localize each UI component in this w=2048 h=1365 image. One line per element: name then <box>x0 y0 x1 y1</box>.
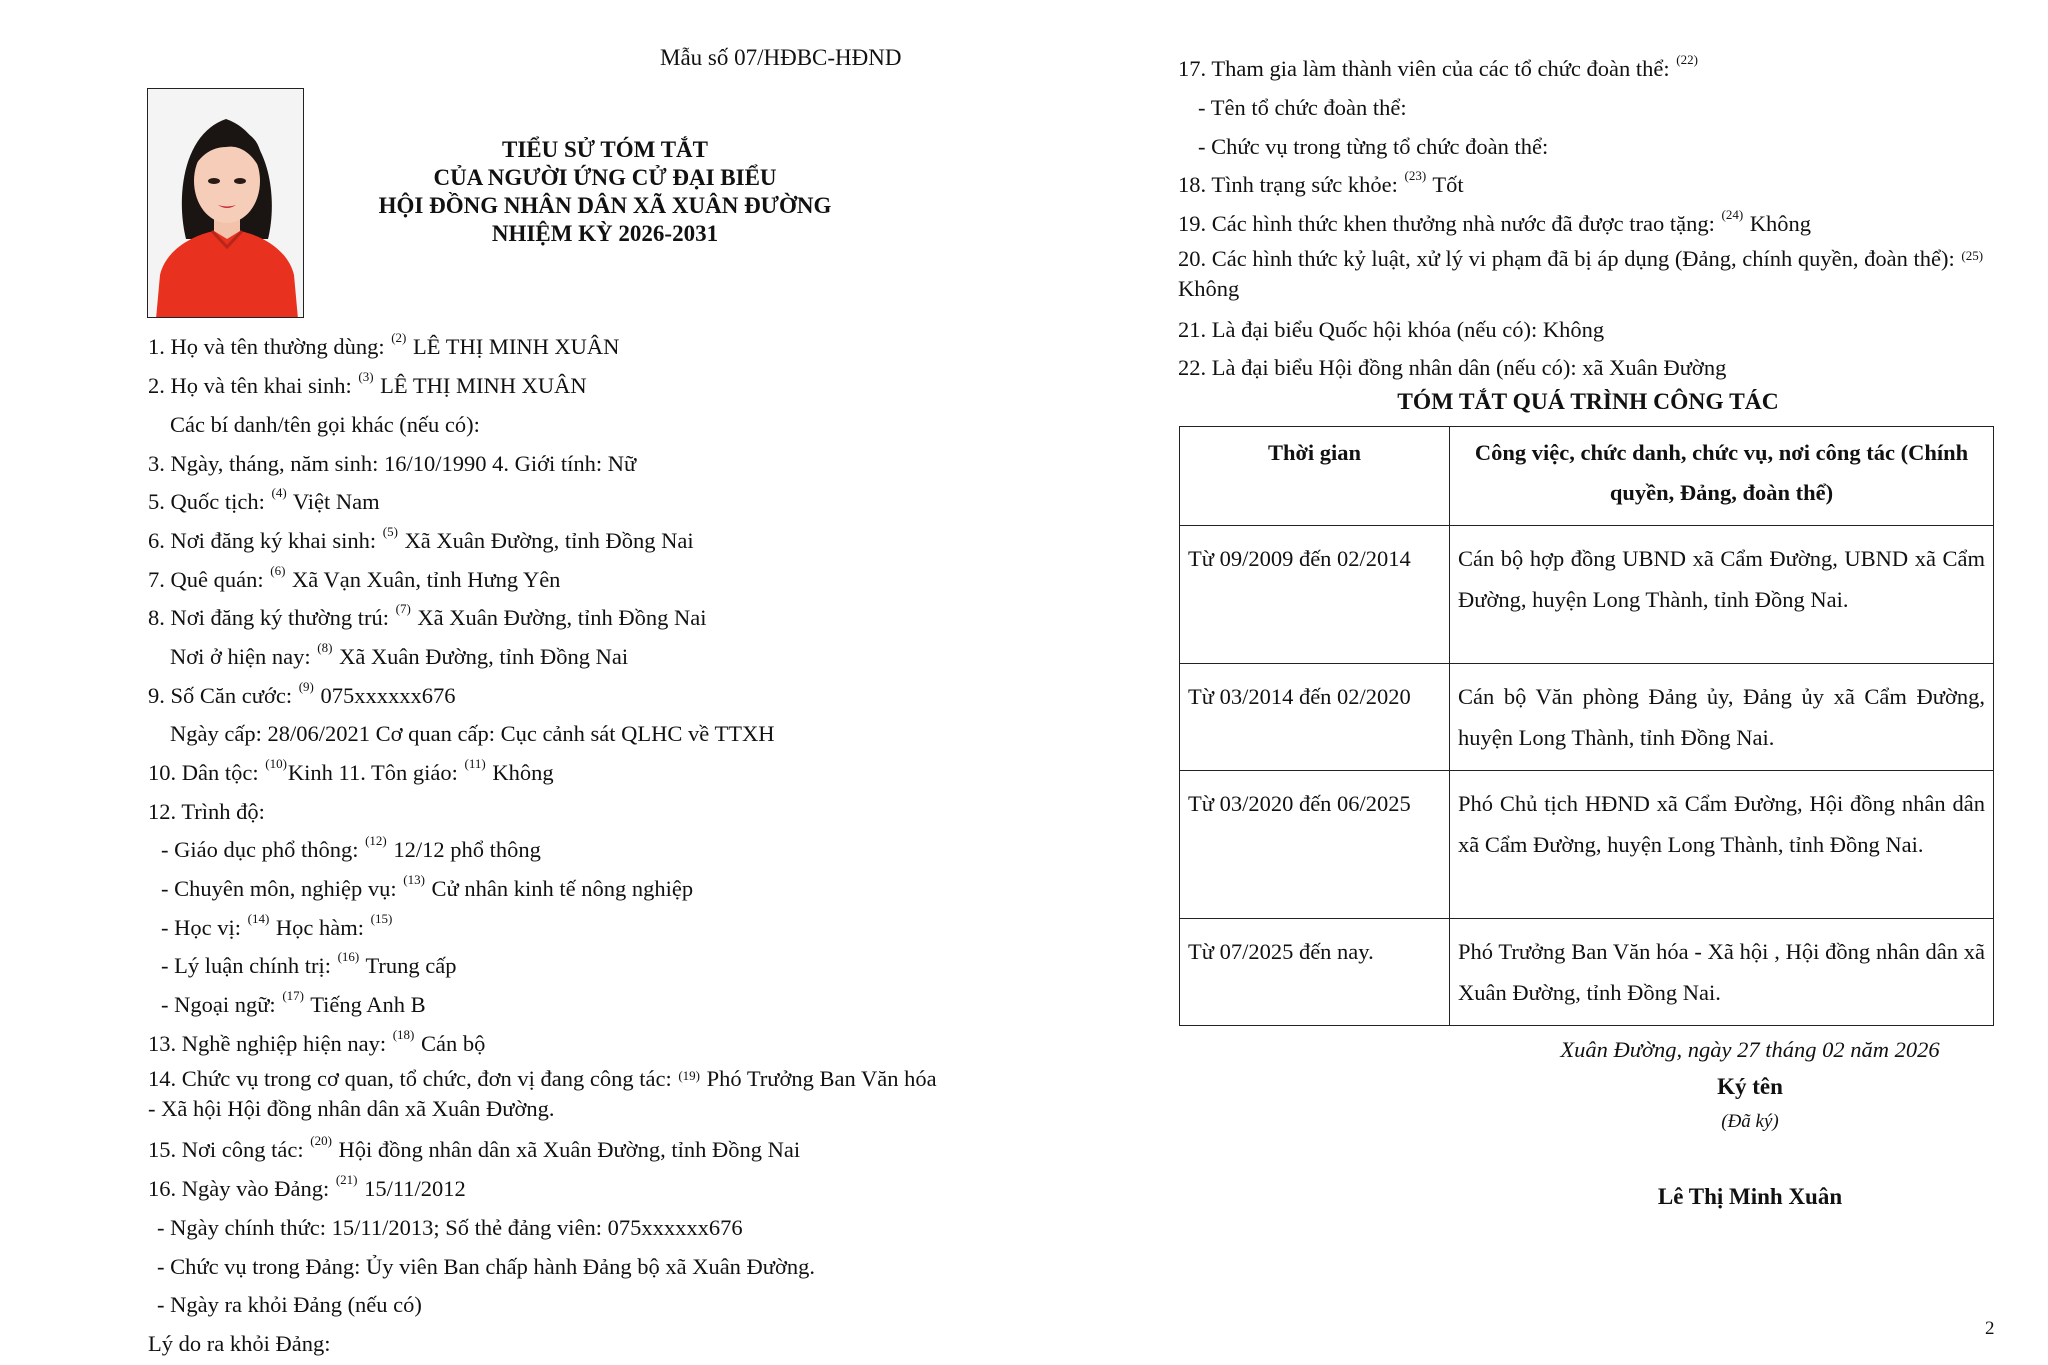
row-time: Từ 03/2020 đến 06/2025 <box>1180 771 1450 919</box>
signer-name: Lê Thị Minh Xuân <box>1657 1184 1843 1210</box>
field-id-issue: Ngày cấp: 28/06/2021 Cơ quan cấp: Cục cảnh sát QLHC về TTXH <box>170 721 775 746</box>
title-line-1: TIỂU SỬ TÓM TẮT <box>502 137 708 162</box>
row-description: Cán bộ Văn phòng Đảng ủy, Đảng ủy xã Cẩm Đường, huyện Long Thành, tỉnh Đồng Nai. <box>1450 664 1994 771</box>
signature-block <box>1460 1036 2040 1211</box>
field-discipline: 20. Các hình thức kỷ luật, xử lý vi phạm đã bị áp dụng (Đảng, chính quyền, đoàn thể): $^{(25)}$ Không <box>1178 246 1984 301</box>
field-ethnicity-religion: 10. Dân tộc: $^{(10)}$Kinh 11. Tôn giáo: $^{(11)}$ Không <box>148 756 554 785</box>
row-time: Từ 03/2014 đến 02/2020 <box>1180 664 1450 771</box>
page-number: 2 <box>1985 1318 1995 1339</box>
field-position: 14. Chức vụ trong cơ quan, tổ chức, đơn vị đang công tác: $^{(19)}$ Phó Trưởng Ban Văn hóa - Xã hội Hội đồng nhân dân xã Xuân Đường. <box>148 1066 937 1121</box>
portrait-image <box>148 89 304 318</box>
field-current-residence: Nơi ở hiện nay: $^{(8)}$ Xã Xuân Đường, tỉnh Đồng Nai <box>170 640 629 669</box>
field-party-leave-reason: Lý do ra khỏi Đảng: <box>148 1331 331 1356</box>
field-permanent-residence: 8. Nơi đăng ký thường trú: $^{(7)}$ Xã Xuân Đường, tỉnh Đồng Nai <box>148 601 707 630</box>
field-peoples-council: 22. Là đại biểu Hội đồng nhân dân (nếu có): xã Xuân Đường <box>1178 355 1727 380</box>
field-hometown: 7. Quê quán: $^{(6)}$ Xã Vạn Xuân, tỉnh Hưng Yên <box>148 563 561 592</box>
title-line-2: CỦA NGƯỜI ỨNG CỬ ĐẠI BIỂU <box>433 165 777 190</box>
field-nationality: 5. Quốc tịch: $^{(4)}$ Việt Nam <box>148 485 380 514</box>
signed-note: (Đã ký) <box>1721 1110 1779 1132</box>
field-organization-position: - Chức vụ trong từng tổ chức đoàn thể: <box>1198 134 1549 159</box>
place-date: Xuân Đường, ngày 27 tháng 02 năm 2026 <box>1560 1037 1940 1062</box>
career-table-header <box>1180 427 1994 526</box>
table-row <box>1180 771 1994 919</box>
field-specialization: - Chuyên môn, nghiệp vụ: $^{(13)}$ Cử nhân kinh tế nông nghiệp <box>161 872 694 901</box>
header-time: Thời gian <box>1180 427 1450 526</box>
table-row <box>1180 526 1994 664</box>
form-code: Mẫu số 07/HĐBC-HĐND <box>660 45 902 70</box>
field-birth-registration: 6. Nơi đăng ký khai sinh: $^{(5)}$ Xã Xuân Đường, tỉnh Đồng Nai <box>148 524 694 553</box>
field-health: 18. Tình trạng sức khỏe: $^{(23)}$ Tốt <box>1178 168 1464 197</box>
row-description: Phó Trưởng Ban Văn hóa - Xã hội , Hội đồng nhân dân xã Xuân Đường, tỉnh Đồng Nai. <box>1450 919 1994 1026</box>
field-birth-name: 2. Họ và tên khai sinh: $^{(3)}$ LÊ THỊ MINH XUÂN <box>148 369 587 398</box>
field-common-name: 1. Họ và tên thường dùng: $^{(2)}$ LÊ THỊ MINH XUÂN <box>148 330 620 359</box>
career-section-title: TÓM TẮT QUÁ TRÌNH CÔNG TÁC <box>1397 389 1779 415</box>
table-row <box>1180 664 1994 771</box>
row-time: Từ 09/2009 đến 02/2014 <box>1180 526 1450 664</box>
row-description: Phó Chủ tịch HĐND xã Cẩm Đường, Hội đồng nhân dân xã Cẩm Đường, huyện Long Thành, tỉnh Đồng Nai. <box>1450 771 1994 919</box>
field-political-theory: - Lý luận chính trị: $^{(16)}$ Trung cấp <box>161 949 457 978</box>
candidate-photo <box>147 88 304 318</box>
field-organizations: 17. Tham gia làm thành viên của các tổ chức đoàn thể: $^{(22)}$ <box>1178 52 1698 81</box>
field-awards: 19. Các hình thức khen thưởng nhà nước đã được trao tặng: $^{(24)}$ Không <box>1178 207 1812 236</box>
sign-label: Ký tên <box>1717 1074 1783 1099</box>
field-education-heading: 12. Trình độ: <box>148 799 265 824</box>
title-line-3: HỘI ĐỒNG NHÂN DÂN XÃ XUÂN ĐƯỜNG <box>378 193 832 218</box>
field-organization-name: - Tên tổ chức đoàn thể: <box>1198 95 1407 120</box>
row-description: Cán bộ hợp đồng UBND xã Cẩm Đường, UBND xã Cẩm Đường, huyện Long Thành, tỉnh Đồng Nai. <box>1450 526 1994 664</box>
field-party-join-date: 16. Ngày vào Đảng: $^{(21)}$ 15/11/2012 <box>148 1172 466 1201</box>
title-line-4: NHIỆM KỲ 2026-2031 <box>491 221 719 246</box>
career-table <box>1179 426 1994 1026</box>
field-party-position: - Chức vụ trong Đảng: Ủy viên Ban chấp hành Đảng bộ xã Xuân Đường. <box>157 1254 816 1279</box>
field-national-assembly: 21. Là đại biểu Quốc hội khóa (nếu có): Không <box>1178 317 1605 342</box>
row-time: Từ 07/2025 đến nay. <box>1180 919 1450 1026</box>
document-title <box>300 136 910 248</box>
field-birthdate-gender: 3. Ngày, tháng, năm sinh: 16/10/1990 4. Giới tính: Nữ <box>148 451 637 476</box>
field-id-number: 9. Số Căn cước: $^{(9)}$ 075xxxxxx676 <box>148 679 456 708</box>
field-foreign-language: - Ngoại ngữ: $^{(17)}$ Tiếng Anh B <box>161 988 426 1017</box>
field-aliases: Các bí danh/tên gọi khác (nếu có): <box>170 412 480 437</box>
header-description: Công việc, chức danh, chức vụ, nơi công tác (Chính quyền, Đảng, đoàn thể) <box>1450 427 1994 526</box>
field-party-leave-date: - Ngày ra khỏi Đảng (nếu có) <box>157 1292 422 1317</box>
field-party-official-date: - Ngày chính thức: 15/11/2013; Số thẻ đảng viên: 075xxxxxx676 <box>157 1215 743 1240</box>
field-degree-title: - Học vị: $^{(14)}$ Học hàm: $^{(15)}$ <box>161 911 393 940</box>
field-occupation: 13. Nghề nghiệp hiện nay: $^{(18)}$ Cán bộ <box>148 1027 486 1056</box>
table-row <box>1180 919 1994 1026</box>
field-general-education: - Giáo dục phổ thông: $^{(12)}$ 12/12 phổ thông <box>161 833 541 862</box>
field-workplace: 15. Nơi công tác: $^{(20)}$ Hội đồng nhân dân xã Xuân Đường, tỉnh Đồng Nai <box>148 1133 801 1162</box>
